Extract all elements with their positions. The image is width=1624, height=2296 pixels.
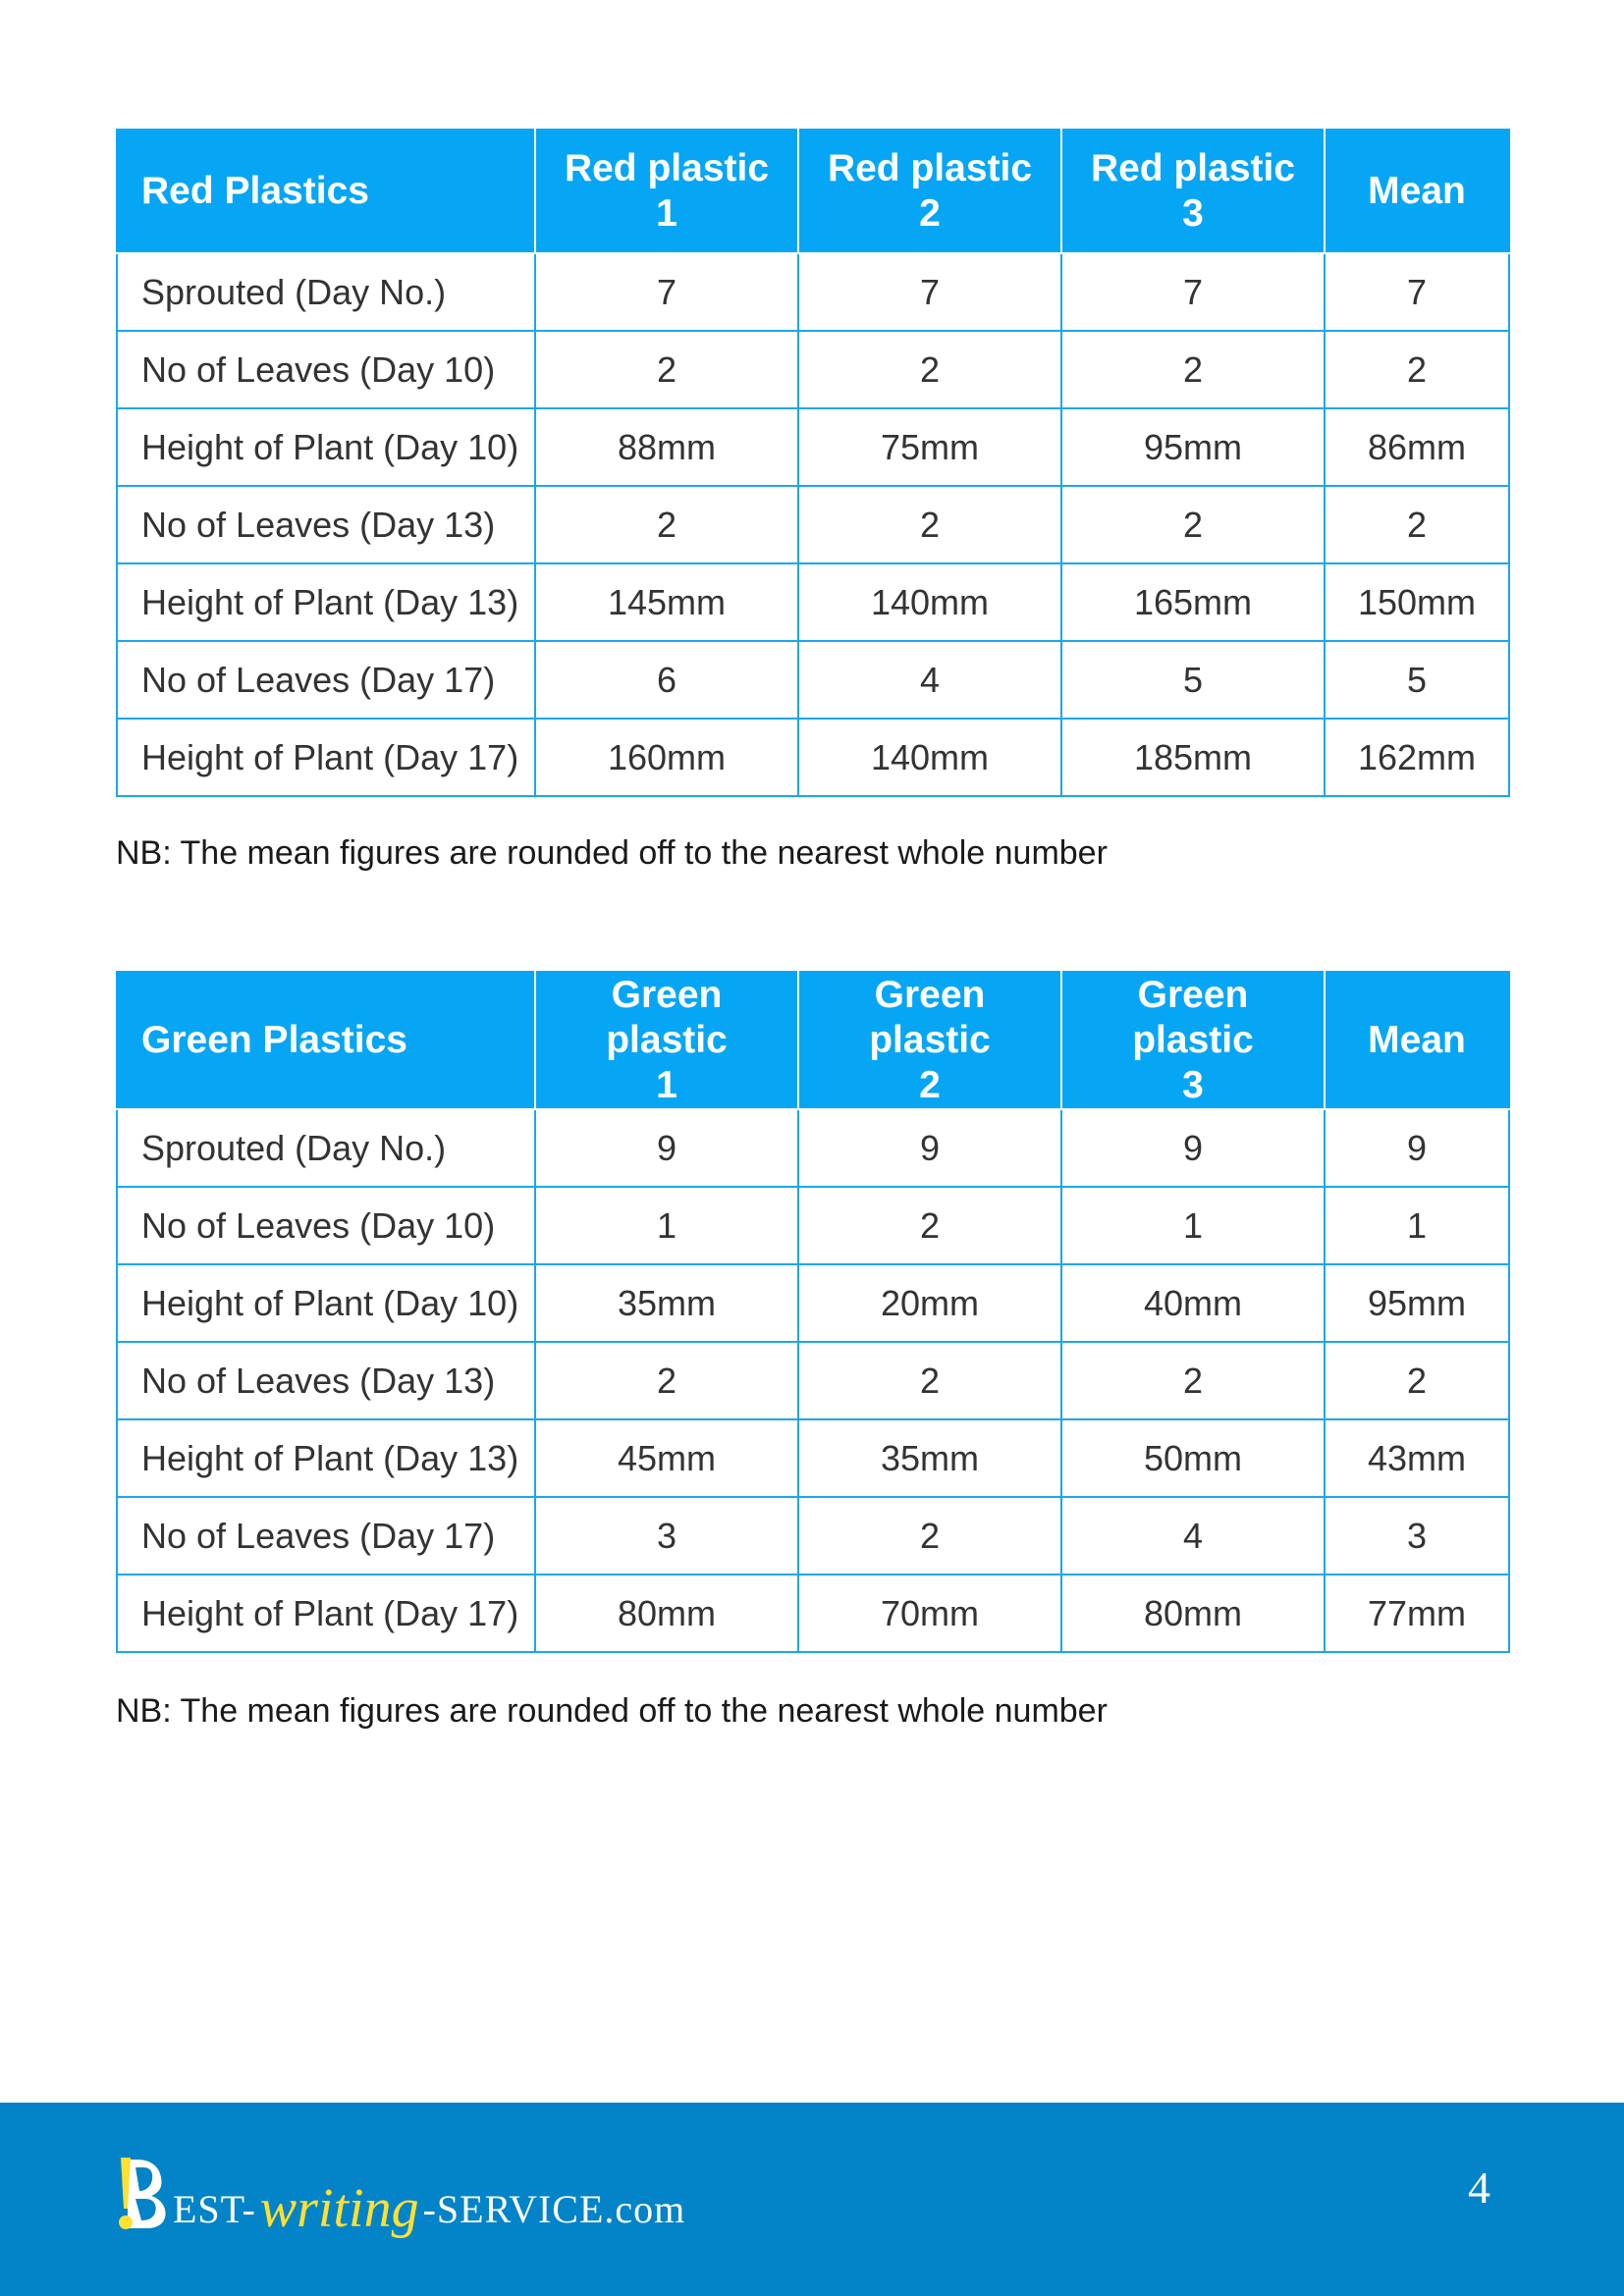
table-cell: 2 [1325,331,1509,408]
table-cell: 2 [798,486,1061,563]
table-header-row [117,972,1509,1109]
table-cell: 35mm [535,1264,798,1342]
header-cell: Mean [1325,972,1509,1109]
table-cell: 75mm [798,408,1061,486]
table-cell: 7 [798,253,1061,331]
table-cell: 1 [1325,1187,1509,1264]
table-row [117,1109,1509,1187]
table-cell: 140mm [798,563,1061,641]
row-label: Height of Plant (Day 13) [117,563,535,641]
row-label: Height of Plant (Day 10) [117,408,535,486]
table-cell: 7 [1061,253,1325,331]
logo-text-part1: EST- [173,2187,256,2231]
table-cell: 140mm [798,719,1061,796]
table-row [117,331,1509,408]
table-cell: 5 [1061,641,1325,719]
table-cell: 2 [1061,1342,1325,1419]
table-cell: 4 [1061,1497,1325,1575]
table-cell: 6 [535,641,798,719]
table-cell: 88mm [535,408,798,486]
table-row [117,486,1509,563]
table-cell: 2 [798,1497,1061,1575]
table-header-row [117,130,1509,253]
table-cell: 9 [1061,1109,1325,1187]
table-row [117,563,1509,641]
logo-text-part2: -SERVICE.com [422,2187,686,2231]
table-cell: 160mm [535,719,798,796]
table-row [117,253,1509,331]
header-cell: Red plastic 1 [535,130,798,253]
row-label: Height of Plant (Day 17) [117,719,535,796]
table-cell: 86mm [1325,408,1509,486]
brand-logo[interactable] [116,2142,685,2240]
table-cell: 95mm [1325,1264,1509,1342]
table-cell: 9 [798,1109,1061,1187]
footer-bar [0,2103,1624,2296]
header-cell: Green Plastics [117,972,535,1109]
logo-text-script: writing [259,2178,419,2239]
row-label: Height of Plant (Day 10) [117,1264,535,1342]
table-note: NB: The mean figures are rounded off to the nearest whole number [116,834,1108,872]
table-cell: 7 [1325,253,1509,331]
table-cell: 35mm [798,1419,1061,1497]
table-row [117,641,1509,719]
table-cell: 1 [1061,1187,1325,1264]
table-row [117,1419,1509,1497]
page-content [116,129,1508,1731]
table-cell: 2 [535,486,798,563]
table-cell: 3 [535,1497,798,1575]
table-row [117,1575,1509,1652]
header-cell: Green plastic 3 [1061,972,1325,1109]
table-cell: 9 [535,1109,798,1187]
table-row [117,1342,1509,1419]
table-cell: 20mm [798,1264,1061,1342]
red-plastics-table [116,129,1510,797]
header-cell: Red Plastics [117,130,535,253]
row-label: Sprouted (Day No.) [117,253,535,331]
table-cell: 80mm [535,1575,798,1652]
row-label: Sprouted (Day No.) [117,1109,535,1187]
table-row [117,1264,1509,1342]
table-cell: 43mm [1325,1419,1509,1497]
header-cell: Mean [1325,130,1509,253]
table-row [117,408,1509,486]
table-cell: 2 [1061,486,1325,563]
table-cell: 2 [535,331,798,408]
row-label: No of Leaves (Day 17) [117,641,535,719]
table-cell: 162mm [1325,719,1509,796]
table-cell: 80mm [1061,1575,1325,1652]
table-cell: 165mm [1061,563,1325,641]
table-cell: 2 [798,331,1061,408]
row-label: No of Leaves (Day 10) [117,1187,535,1264]
table-cell: 1 [535,1187,798,1264]
table-cell: 7 [535,253,798,331]
table-row [117,719,1509,796]
table-cell: 77mm [1325,1575,1509,1652]
table-cell: 2 [535,1342,798,1419]
table-cell: 50mm [1061,1419,1325,1497]
table-note: NB: The mean figures are rounded off to the nearest whole number [116,1692,1108,1730]
table-cell: 185mm [1061,719,1325,796]
table-cell: 2 [1325,1342,1509,1419]
logo-b-icon [116,2152,173,2240]
table-cell: 40mm [1061,1264,1325,1342]
table-cell: 5 [1325,641,1509,719]
table-cell: 2 [798,1187,1061,1264]
table-row [117,1497,1509,1575]
table-cell: 2 [798,1342,1061,1419]
row-label: Height of Plant (Day 17) [117,1575,535,1652]
green-plastics-table [116,971,1510,1653]
row-label: No of Leaves (Day 10) [117,331,535,408]
table-cell: 145mm [535,563,798,641]
table-cell: 45mm [535,1419,798,1497]
header-cell: Red plastic 2 [798,130,1061,253]
table-cell: 3 [1325,1497,1509,1575]
table-cell: 70mm [798,1575,1061,1652]
row-label: Height of Plant (Day 13) [117,1419,535,1497]
table-row [117,1187,1509,1264]
page-number: 4 [1468,2163,1490,2213]
table-cell: 9 [1325,1109,1509,1187]
table-cell: 150mm [1325,563,1509,641]
table-cell: 4 [798,641,1061,719]
table-cell: 95mm [1061,408,1325,486]
header-cell: Green plastic 1 [535,972,798,1109]
row-label: No of Leaves (Day 17) [117,1497,535,1575]
table-cell: 2 [1325,486,1509,563]
row-label: No of Leaves (Day 13) [117,1342,535,1419]
header-cell: Green plastic 2 [798,972,1061,1109]
row-label: No of Leaves (Day 13) [117,486,535,563]
table-cell: 2 [1061,331,1325,408]
header-cell: Red plastic 3 [1061,130,1325,253]
